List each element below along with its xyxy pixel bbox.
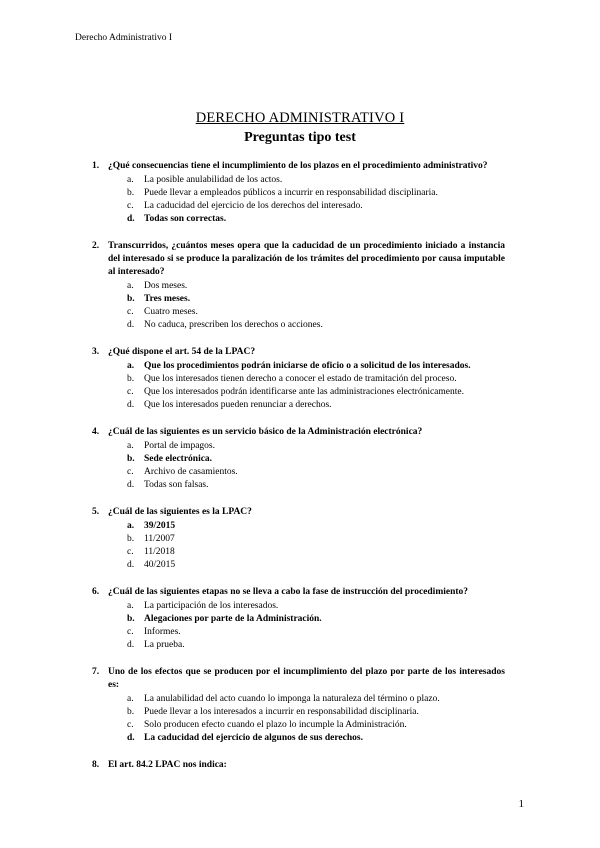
- answer-option: [127, 626, 505, 639]
- question-number: 4.: [92, 427, 100, 437]
- answer-option: [127, 546, 505, 559]
- question-text: [92, 160, 505, 173]
- question-number: 2.: [92, 241, 100, 251]
- answer-option-correct: [127, 453, 505, 466]
- option-letter: b.: [127, 294, 135, 304]
- option-text: No caduca, prescriben los derechos o acciones.: [144, 320, 323, 330]
- answer-option: [127, 600, 505, 613]
- option-letter: c.: [127, 627, 134, 637]
- option-letter: c.: [127, 307, 134, 317]
- question-item: [92, 240, 505, 332]
- answer-option-correct: [127, 360, 505, 373]
- answer-options: [127, 360, 505, 412]
- answer-option: [127, 533, 505, 546]
- option-letter: c.: [127, 201, 134, 211]
- answer-option-correct: [127, 213, 505, 226]
- option-text: La posible anulabilidad de los actos.: [144, 175, 283, 185]
- option-text: Que los interesados tienen derecho a conocer el estado de tramitación del proceso.: [144, 374, 457, 384]
- question-body: ¿Qué dispone el art. 54 de la LPAC?: [108, 347, 256, 357]
- option-text: 40/2015: [144, 560, 176, 570]
- option-letter: d.: [127, 320, 135, 330]
- question-text: [92, 586, 505, 599]
- answer-option: [127, 200, 505, 213]
- answer-option: [127, 693, 505, 706]
- answer-options: [127, 600, 505, 652]
- option-letter: a.: [127, 601, 134, 611]
- option-letter: c.: [127, 467, 134, 477]
- option-letter: d.: [127, 640, 135, 650]
- answer-option-correct: [127, 732, 505, 745]
- option-letter: a.: [127, 175, 134, 185]
- option-text: Portal de impagos.: [144, 441, 215, 451]
- question-text: [92, 506, 505, 519]
- option-text: La anulabilidad del acto cuando lo imponga la naturaleza del término o plazo.: [144, 694, 440, 704]
- option-letter: d.: [127, 560, 135, 570]
- answer-option: [127, 319, 505, 332]
- question-body: El art. 84.2 LPAC nos indica:: [108, 760, 227, 770]
- option-text: Que los interesados podrán identificarse ante las administraciones electrónicamente.: [144, 387, 464, 397]
- option-letter: d.: [127, 214, 135, 224]
- question-item: [92, 666, 505, 745]
- option-letter: c.: [127, 387, 134, 397]
- option-letter: d.: [127, 733, 135, 743]
- question-number: 1.: [92, 161, 100, 171]
- option-letter: b.: [127, 707, 135, 717]
- question-text: [92, 666, 505, 692]
- option-text: Todas son correctas.: [144, 214, 227, 224]
- answer-option: [127, 706, 505, 719]
- option-text: Que los procedimientos podrán iniciarse de oficio o a solicitud de los interesados.: [144, 361, 471, 371]
- answer-option: [127, 399, 505, 412]
- option-text: Todas son falsas.: [144, 480, 209, 490]
- answer-option: [127, 719, 505, 732]
- answer-options: [127, 280, 505, 332]
- option-letter: a.: [127, 441, 134, 451]
- option-text: La participación de los interesados.: [144, 601, 279, 611]
- option-letter: a.: [127, 361, 135, 371]
- option-letter: b.: [127, 454, 135, 464]
- question-text: [92, 346, 505, 359]
- answer-options: [127, 520, 505, 572]
- page-number: 1: [518, 798, 524, 810]
- question-number: 3.: [92, 347, 100, 357]
- document-title: DERECHO ADMINISTRATIVO I: [195, 110, 405, 126]
- question-body: Uno de los efectos que se producen por el incumplimiento del plazo por parte de los interesados es:: [108, 667, 505, 690]
- option-letter: c.: [127, 547, 134, 557]
- option-text: Dos meses.: [144, 281, 188, 291]
- option-letter: b.: [127, 374, 135, 384]
- question-item: [92, 586, 505, 652]
- question-number: 8.: [92, 760, 100, 770]
- option-text: Solo producen efecto cuando el plazo lo incumple la Administración.: [144, 720, 407, 730]
- option-letter: a.: [127, 281, 134, 291]
- answer-option-correct: [127, 613, 505, 626]
- question-body: Transcurridos, ¿cuántos meses opera que la caducidad de un procedimiento iniciado a instancia del interesado si se produce la paralización de los trámites del procedimiento por causa imputable al interesado?: [108, 241, 505, 277]
- option-text: Alegaciones por parte de la Administración.: [144, 614, 322, 624]
- question-text: [92, 426, 505, 439]
- answer-options: [127, 440, 505, 492]
- title-block: [0, 110, 600, 146]
- question-body: ¿Cuál de las siguientes etapas no se lleva a cabo la fase de instrucción del procedimiento?: [108, 587, 469, 597]
- question-number: 6.: [92, 587, 100, 597]
- option-letter: b.: [127, 534, 135, 544]
- answer-options: [127, 174, 505, 226]
- option-text: Sede electrónica.: [144, 454, 213, 464]
- option-text: 11/2007: [144, 534, 175, 544]
- option-text: La caducidad del ejercicio de algunos de sus derechos.: [144, 733, 363, 743]
- answer-option: [127, 306, 505, 319]
- option-text: Puede llevar a los interesados a incurrir en responsabilidad disciplinaria.: [144, 707, 419, 717]
- answer-option: [127, 174, 505, 187]
- document-subtitle: Preguntas tipo test: [244, 130, 356, 145]
- option-letter: a.: [127, 694, 134, 704]
- question-text: [92, 759, 505, 772]
- question-body: ¿Cuál de las siguientes es un servicio básico de la Administración electrónica?: [108, 427, 423, 437]
- option-text: Informes.: [144, 627, 181, 637]
- question-list: [92, 160, 505, 786]
- question-item: [92, 160, 505, 226]
- answer-option: [127, 639, 505, 652]
- question-number: 7.: [92, 667, 100, 677]
- option-text: Archivo de casamientos.: [144, 467, 238, 477]
- option-letter: a.: [127, 521, 135, 531]
- question-item: [92, 506, 505, 572]
- answer-option: [127, 559, 505, 572]
- answer-option: [127, 466, 505, 479]
- option-letter: c.: [127, 720, 134, 730]
- option-letter: d.: [127, 400, 135, 410]
- running-head: Derecho Administrativo I: [75, 33, 173, 43]
- option-text: La prueba.: [144, 640, 185, 650]
- option-letter: b.: [127, 614, 135, 624]
- option-text: 39/2015: [144, 521, 176, 531]
- answer-options: [127, 693, 505, 745]
- answer-option-correct: [127, 520, 505, 533]
- answer-option: [127, 187, 505, 200]
- question-item: [92, 346, 505, 412]
- answer-option: [127, 440, 505, 453]
- question-item: [92, 759, 505, 772]
- option-text: 11/2018: [144, 547, 175, 557]
- option-text: Cuatro meses.: [144, 307, 198, 317]
- answer-option-correct: [127, 293, 505, 306]
- option-letter: d.: [127, 480, 135, 490]
- answer-option: [127, 280, 505, 293]
- question-item: [92, 426, 505, 492]
- question-body: ¿Qué consecuencias tiene el incumplimiento de los plazos en el procedimiento administrativo?: [108, 161, 488, 171]
- answer-option: [127, 373, 505, 386]
- question-number: 5.: [92, 507, 100, 517]
- question-body: ¿Cuál de las siguientes es la LPAC?: [108, 507, 252, 517]
- option-text: Tres meses.: [144, 294, 191, 304]
- option-text: Puede llevar a empleados públicos a incurrir en responsabilidad disciplinaria.: [144, 188, 438, 198]
- question-text: [92, 240, 505, 279]
- answer-option: [127, 479, 505, 492]
- answer-option: [127, 386, 505, 399]
- option-text: La caducidad del ejercicio de los derechos del interesado.: [144, 201, 363, 211]
- option-letter: b.: [127, 188, 135, 198]
- option-text: Que los interesados pueden renunciar a derechos.: [144, 400, 332, 410]
